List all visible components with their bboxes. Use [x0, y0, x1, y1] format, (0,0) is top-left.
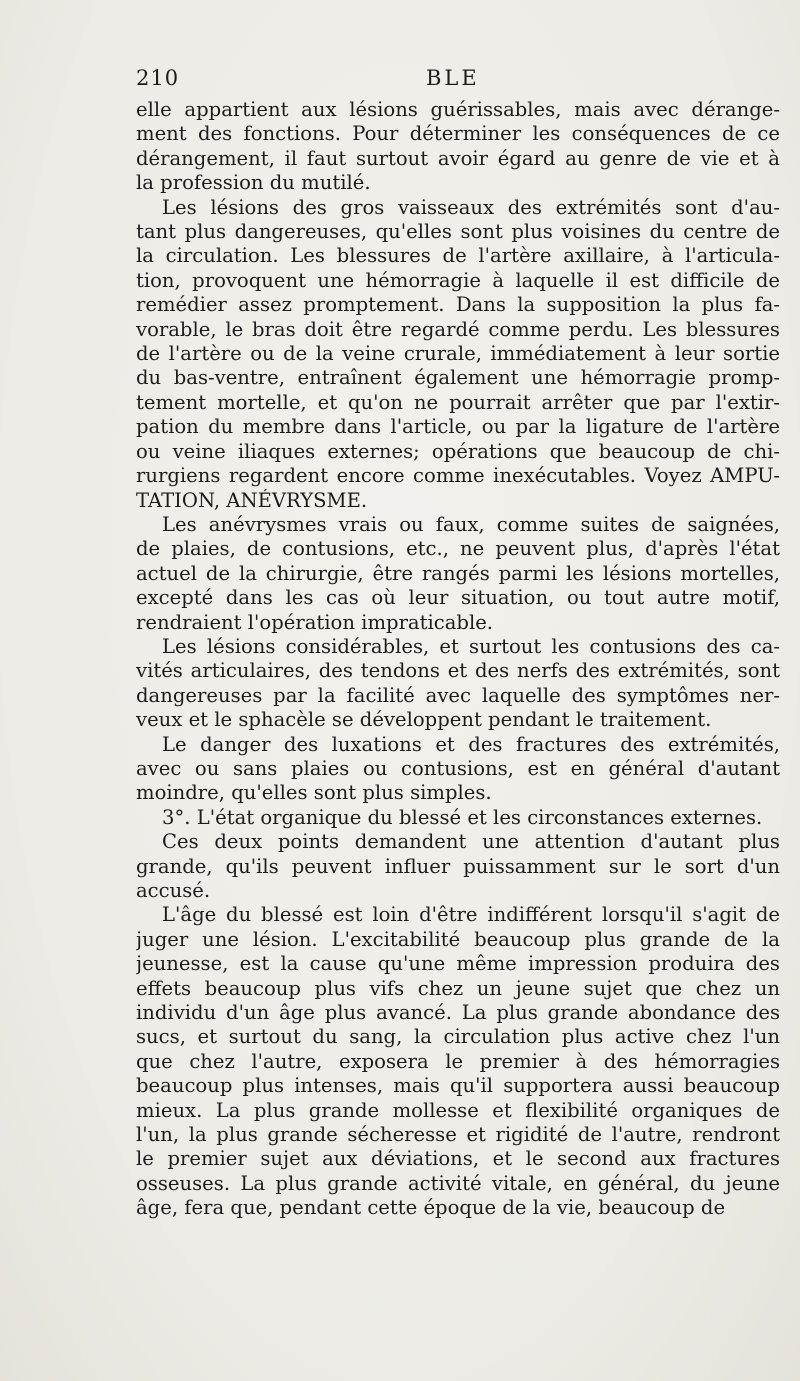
text-line: TATION, ANÉVRYSME. [136, 488, 368, 512]
text-line: veux et le sphacèle se développent pendant le traitement. [136, 708, 712, 732]
text-line: 3°. L'état organique du blessé et les circonstances externes. [162, 805, 763, 829]
text-line: avec ou sans plaies ou contusions, est en général d'autant [136, 756, 780, 780]
text-line: effets beaucoup plus vifs chez un jeune sujet que chez un [136, 976, 780, 1000]
text-line: Les anévrysmes vrais ou faux, comme suites de saignées, [162, 512, 780, 536]
text-line: âge, fera que, pendant cette époque de la vie, beaucoup de [136, 1196, 726, 1220]
text-line: jeunesse, est la cause qu'une même impression produira des [136, 952, 780, 976]
text-line: remédier assez promptement. Dans la supposition la plus fa- [136, 293, 780, 317]
text-line: de l'artère ou de la veine crurale, immédiatement à leur sortie [136, 342, 780, 366]
text-line: osseuses. La plus grande activité vitale, en général, du jeune [136, 1171, 780, 1195]
text-line: du bas-ventre, entraînent également une hémorragie promp- [136, 366, 780, 390]
text-line: le premier sujet aux déviations, et le second aux fractures [136, 1147, 780, 1171]
text-line: vorable, le bras doit être regardé comme perdu. Les blessures [136, 317, 780, 341]
text-line: juger une lésion. L'excitabilité beaucoup plus grande de la [136, 927, 780, 951]
page-header [136, 66, 760, 96]
text-line: tion, provoquent une hémorragie à laquelle il est difficile de [136, 268, 780, 292]
text-line: Les lésions considérables, et surtout les contusions des ca- [162, 634, 780, 658]
text-line: moindre, qu'elles sont plus simples. [136, 781, 492, 805]
text-line: accusé. [136, 879, 211, 902]
body-text [136, 98, 780, 1221]
text-line: elle appartient aux lésions guérissables, mais avec dérange- [136, 98, 780, 121]
text-line: de plaies, de contusions, etc., ne peuvent plus, d'après l'état [136, 537, 780, 561]
text-line: tant plus dangereuses, qu'elles sont plus voisines du centre de [136, 220, 780, 244]
page-number: 210 [136, 66, 180, 90]
text-line: l'un, la plus grande sécheresse et rigidité de l'autre, rendront [136, 1123, 780, 1147]
text-line: beaucoup plus intenses, mais qu'il supportera aussi beaucoup [136, 1074, 780, 1098]
text-line: la profession du mutilé. [136, 171, 371, 195]
text-line: excepté dans les cas où leur situation, ou tout autre motif, [136, 586, 780, 610]
text-line: rendraient l'opération impraticable. [136, 610, 494, 634]
text-line: actuel de la chirurgie, être rangés parmi les lésions mortelles, [136, 561, 780, 585]
text-line: dangereuses par la facilité avec laquelle des symptômes ner- [136, 683, 780, 707]
text-line: vités articulaires, des tendons et des nerfs des extrémités, sont [136, 659, 780, 683]
text-line: rurgiens regardent encore comme inexécutables. Voyez AMPU- [136, 464, 780, 488]
running-title: BLE [426, 66, 480, 90]
text-line: Les lésions des gros vaisseaux des extrémités sont d'au- [162, 195, 780, 219]
text-line: L'âge du blessé est loin d'être indifférent lorsqu'il s'agit de [162, 903, 780, 927]
text-line: la circulation. Les blessures de l'artère axillaire, à l'articula- [136, 244, 780, 268]
text-line: ou veine iliaques externes; opérations que beaucoup de chi- [136, 439, 780, 463]
text-line: dérangement, il faut surtout avoir égard au genre de vie et à [136, 146, 780, 170]
text-line: mieux. La plus grande mollesse et flexibilité organiques de [136, 1098, 780, 1122]
text-line: Ces deux points demandent une attention d'autant plus [162, 830, 780, 854]
text-line: grande, qu'ils peuvent influer puissamment sur le sort d'un [136, 854, 780, 878]
text-line: tement mortelle, et qu'on ne pourrait arrêter que par l'extir- [136, 390, 780, 414]
text-line: ment des fonctions. Pour déterminer les conséquences de ce [136, 122, 780, 146]
text-line: sucs, et surtout du sang, la circulation plus active chez l'un [136, 1025, 780, 1049]
text-line: individu d'un âge plus avancé. La plus grande abondance des [136, 1001, 780, 1025]
text-line: que chez l'autre, exposera le premier à des hémorragies [136, 1049, 780, 1073]
text-line: Le danger des luxations et des fractures des extrémités, [162, 732, 780, 756]
text-line: pation du membre dans l'article, ou par la ligature de l'artère [136, 415, 780, 439]
